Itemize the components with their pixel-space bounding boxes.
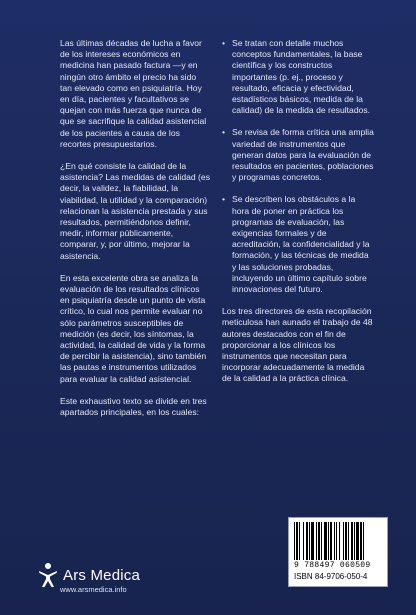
bullet-icon: • — [222, 127, 226, 138]
right-column — [222, 38, 374, 396]
bullet-item — [222, 127, 374, 183]
paragraph: En esta excelente obra se analiza la evaluación de los resultados clínicos en psiquiatría desde un punto de vista crítico, lo cual nos permite evaluar no sólo parámetros susceptibles de medición (es decir, los síntomas, la actividad, la calidad de vida y la forma de percibir la asistencia), sino también las pautas e instrumentos utilizados para evaluar la calidad asistencial. — [60, 272, 207, 384]
barcode-bars — [294, 522, 382, 560]
bullet-icon: • — [222, 194, 226, 205]
paragraph: Este exhaustivo texto se divide en tres apartados principales, en los cuales: — [60, 395, 207, 418]
paragraph: ¿En qué consiste la calidad de la asistencia? Las medidas de calidad (es decir, la validez, la fiabilidad, la viabilidad, la utilidad y la comparación) relacionan la asistencia prestada y sus resultados, permitiéndonos definir, medir, informar públicamente, comparar, y, por último, mejorar la asistencia. — [60, 161, 211, 261]
bullet-text: Se tratan con detalle muchos conceptos fundamentales, la base científica y los constructos importantes (p. ej., proceso y resultado, eficacia y efectividad, estadísticos básicos, medida de la calidad) de la medida de resultados. — [232, 38, 371, 116]
barcode-stripe — [364, 522, 365, 560]
paragraph: Las últimas décadas de lucha a favor de los intereses económicos en medicina han pasado factura —y en ningún otro ámbito el precio ha sido tan elevado como en psiquiatría. Hoy en día, pacientes y facultativos se quejan con más fuerza que nunca de que se sacrifique la calidad asistencial de los pacientes a causa de los recortes presupuestarios. — [60, 38, 207, 149]
barcode-number: 9 788497 060509 — [294, 561, 371, 570]
bullet-item — [222, 194, 374, 295]
barcode-box — [288, 517, 388, 587]
isbn-label: ISBN 84-9706-050-4 — [294, 572, 368, 581]
publisher-url: www.arsmedica.info — [60, 585, 127, 594]
person-figure-icon — [37, 562, 59, 588]
left-column — [60, 38, 210, 429]
bullet-icon: • — [222, 38, 226, 48]
closing-paragraph: Los tres directores de esta recopilación meticulosa han aunado el trabajo de 48 autores destacados con el fin de proporcionar a los clínicos los instrumentos que necesitan para incorporar adecuadamente la medida de la calidad a la práctica clínica. — [222, 306, 373, 384]
bullet-item — [222, 38, 374, 116]
bullet-text: Se describen los obstáculos a la hora de poner en práctica los programas de evaluación, las exigencias formales y de acreditación, la confidencialidad y la formación, y las técnicas de medida y las soluciones probadas, incluyendo un último capítulo sobre innovaciones del futuro. — [232, 194, 370, 295]
bullet-text: Se revisa de forma crítica una amplia variedad de instrumentos que generan datos para la evaluación de resultados en pacientes, poblaciones y programas concretos. — [232, 127, 374, 183]
publisher-name: Ars Medica — [63, 566, 141, 584]
